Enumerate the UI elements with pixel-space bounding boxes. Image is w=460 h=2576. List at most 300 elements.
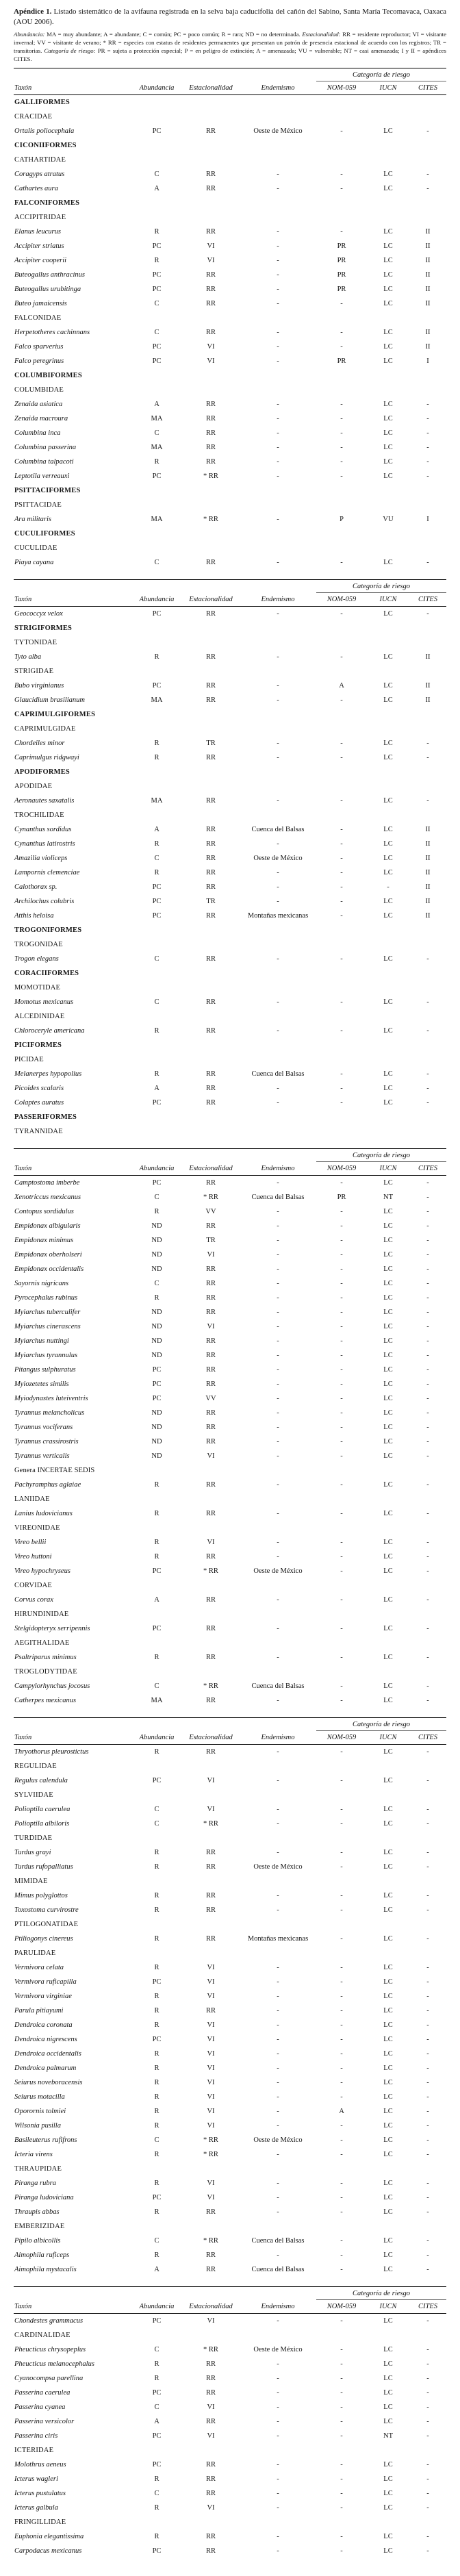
cites-cell	[409, 966, 446, 981]
endemism-cell: -	[277, 1776, 279, 1784]
cites-cell: -	[426, 753, 429, 761]
species-row	[14, 1960, 446, 1975]
abundance-cell: R	[154, 1207, 159, 1215]
iucn-cell	[367, 196, 409, 210]
taxon-cell: Empidonax minimus	[14, 1236, 74, 1244]
taxon-cell: Xenotriccus mexicanus	[14, 1193, 81, 1201]
seasonality-cell: RR	[205, 1070, 216, 1078]
nom059-cell: -	[340, 2150, 343, 2158]
cites-cell	[409, 1110, 446, 1124]
cites-cell	[409, 1009, 446, 1024]
taxon-cell: Cathartes aura	[14, 184, 58, 192]
iucn-cell: LC	[383, 911, 393, 920]
endemism-cell	[240, 527, 316, 541]
nom059-cell: -	[340, 1682, 343, 1690]
endemism-cell: -	[277, 342, 279, 351]
endemism-cell	[240, 664, 316, 679]
species-row	[14, 1802, 446, 1817]
endemism-cell: -	[277, 1538, 279, 1546]
taxon-cell: PARULIDAE	[14, 1949, 56, 1957]
nom059-cell	[316, 2219, 367, 2234]
taxon-cell: TROGLODYTIDAE	[14, 1667, 77, 1676]
endemism-cell	[240, 621, 316, 635]
nom059-cell: -	[340, 1365, 343, 1374]
column-header-taxon-cell: Taxón	[14, 2302, 32, 2310]
cites-cell: -	[426, 1380, 429, 1388]
taxon-cell: Accipiter striatus	[14, 242, 64, 250]
taxon-cell: TYTONIDAE	[14, 638, 58, 646]
family-row	[14, 311, 446, 325]
endemism-cell	[240, 368, 316, 383]
seasonality-cell: VI	[207, 2064, 215, 2072]
column-header-seasonality-cell: Estacionalidad	[189, 84, 233, 92]
endemism-cell: -	[277, 1653, 279, 1661]
iucn-cell: LC	[383, 1437, 393, 1445]
cites-cell	[409, 1874, 446, 1889]
species-row	[14, 952, 446, 966]
taxon-cell: Vermivora celata	[14, 1963, 64, 1971]
iucn-cell: LC	[383, 285, 393, 293]
abundance-cell: PC	[152, 472, 162, 480]
iucn-cell	[367, 1874, 409, 1889]
cites-cell: -	[426, 2532, 429, 2540]
seasonality-cell	[182, 808, 240, 822]
nom059-cell: -	[340, 1070, 343, 1078]
abundance-cell	[131, 1665, 182, 1679]
taxon-cell: Dendroica occidentalis	[14, 2049, 81, 2058]
abundance-cell	[131, 196, 182, 210]
endemism-cell: Cuenca del Balsas	[251, 1193, 305, 1201]
cites-cell	[409, 1052, 446, 1067]
seasonality-cell: VI	[207, 2107, 215, 2115]
nom059-cell	[316, 383, 367, 397]
cites-cell: -	[426, 1322, 429, 1330]
column-header-cites-cell: CITES	[418, 1733, 437, 1741]
nom059-cell: -	[340, 1380, 343, 1388]
iucn-cell: LC	[383, 1308, 393, 1316]
species-row	[14, 2018, 446, 2032]
taxon-cell: Colaptes auratus	[14, 1098, 64, 1107]
cites-cell: II	[425, 328, 431, 336]
cites-cell: I	[426, 515, 429, 523]
iucn-cell	[367, 664, 409, 679]
cites-cell: -	[426, 1480, 429, 1489]
iucn-cell	[367, 2162, 409, 2176]
cites-cell: -	[426, 1098, 429, 1107]
family-row	[14, 635, 446, 650]
seasonality-cell: RR	[205, 1653, 216, 1661]
abundance-cell: C	[154, 558, 159, 566]
appendix-table	[14, 68, 446, 2558]
risk-group-spacer	[14, 1719, 316, 1730]
iucn-cell: LC	[383, 2403, 393, 2411]
cites-cell: II	[425, 342, 431, 351]
taxon-cell: Pachyramphus aglaiae	[14, 1480, 81, 1489]
iucn-cell: LC	[383, 270, 393, 279]
abundance-cell: R	[154, 256, 159, 264]
cites-cell	[409, 1917, 446, 1932]
species-row	[14, 880, 446, 894]
cites-cell: -	[426, 1178, 429, 1187]
nom059-cell: -	[340, 2236, 343, 2245]
iucn-cell	[367, 635, 409, 650]
seasonality-cell	[182, 1038, 240, 1052]
nom059-cell	[316, 635, 367, 650]
nom059-cell: -	[340, 1567, 343, 1575]
risk-group-row	[14, 1719, 446, 1731]
nom059-cell: -	[340, 472, 343, 480]
abundance-cell: A	[154, 2417, 159, 2425]
risk-group-row	[14, 581, 446, 593]
abundance-cell: PC	[152, 1178, 162, 1187]
taxon-cell: Parula pitiayumi	[14, 2006, 64, 2015]
taxon-cell: Columbina inca	[14, 429, 61, 437]
species-row	[14, 2472, 446, 2486]
abundance-cell	[131, 2515, 182, 2529]
family-row	[14, 110, 446, 124]
endemism-cell: -	[277, 1963, 279, 1971]
appendix-caption-text: Listado sistemático de la avifauna registrada en la selva baja caducifolia del cañón del Sabino, Santa María Tecomavaca, Oaxaca (AOU 2006).	[14, 8, 446, 26]
nom059-cell: A	[339, 2107, 344, 2115]
endemism-cell: -	[277, 1337, 279, 1345]
iucn-cell: LC	[383, 696, 393, 704]
cites-cell: -	[426, 1934, 429, 1943]
cites-cell	[409, 779, 446, 794]
iucn-cell	[367, 2515, 409, 2529]
abundance-cell: PC	[152, 681, 162, 690]
seasonality-cell	[182, 383, 240, 397]
cites-cell	[409, 1124, 446, 1139]
species-row	[14, 1860, 446, 1874]
seasonality-cell: VI	[207, 2093, 215, 2101]
nom059-cell	[316, 2443, 367, 2458]
nom059-cell: -	[340, 2021, 343, 2029]
cites-cell: -	[426, 1567, 429, 1575]
species-row	[14, 2104, 446, 2119]
abundance-cell	[131, 1038, 182, 1052]
iucn-cell: LC	[383, 443, 393, 451]
endemism-cell	[240, 2162, 316, 2176]
cites-cell: II	[425, 653, 431, 661]
iucn-cell: LC	[383, 998, 393, 1006]
endemism-cell: -	[277, 1819, 279, 1828]
iucn-cell: LC	[383, 256, 393, 264]
cites-cell: -	[426, 2136, 429, 2144]
iucn-cell: LC	[383, 1992, 393, 2000]
endemism-cell	[240, 1759, 316, 1773]
abundance-cell: ND	[151, 1437, 162, 1445]
taxon-cell: Calothorax sp.	[14, 883, 58, 891]
cites-cell: -	[426, 2193, 429, 2201]
column-header-nom059-cell: NOM-059	[327, 2302, 357, 2310]
family-row	[14, 1578, 446, 1593]
seasonality-cell: VI	[207, 256, 215, 264]
abundance-cell	[131, 1946, 182, 1960]
seasonality-cell	[182, 368, 240, 383]
iucn-cell: LC	[383, 170, 393, 178]
seasonality-cell: RR	[205, 443, 216, 451]
species-row	[14, 1248, 446, 1262]
seasonality-cell: TR	[206, 897, 216, 905]
seasonality-cell	[182, 707, 240, 722]
taxon-cell: CATHARTIDAE	[14, 155, 66, 164]
abundance-cell: R	[154, 839, 159, 848]
nom059-cell: -	[340, 2475, 343, 2483]
abundance-cell: R	[154, 2251, 159, 2259]
cites-cell	[409, 707, 446, 722]
cites-cell	[409, 923, 446, 937]
endemism-cell: -	[277, 1084, 279, 1092]
species-row	[14, 822, 446, 837]
iucn-cell: LC	[383, 2345, 393, 2353]
nom059-cell	[316, 311, 367, 325]
iucn-cell: LC	[383, 1337, 393, 1345]
seasonality-cell	[182, 664, 240, 679]
cites-cell: -	[426, 2374, 429, 2382]
seasonality-cell	[182, 311, 240, 325]
iucn-cell: LC	[383, 1747, 393, 1756]
cites-cell	[409, 1521, 446, 1535]
nom059-cell	[316, 1463, 367, 1478]
endemism-cell	[240, 1110, 316, 1124]
species-row	[14, 2133, 446, 2147]
column-header-endemism-cell: Endemismo	[261, 84, 295, 92]
abundance-cell: A	[154, 1084, 159, 1092]
iucn-cell: NT	[383, 1193, 393, 1201]
endemism-cell: -	[277, 1365, 279, 1374]
endemism-cell	[240, 966, 316, 981]
endemism-cell: Montañas mexicanas	[247, 911, 309, 920]
column-header-abundance-cell: Abundancia	[139, 2302, 175, 2310]
iucn-cell: LC	[383, 1293, 393, 1302]
endemism-cell: -	[277, 2208, 279, 2216]
species-row	[14, 1262, 446, 1276]
abundance-cell	[131, 153, 182, 167]
iucn-cell	[367, 779, 409, 794]
iucn-cell: VU	[383, 515, 394, 523]
seasonality-cell: * RR	[203, 1819, 218, 1828]
column-header-endemism-cell: Endemismo	[261, 595, 295, 603]
nom059-cell: PR	[337, 357, 346, 365]
nom059-cell: -	[340, 1509, 343, 1517]
endemism-cell: -	[277, 2532, 279, 2540]
risk-group-header: Categoría de riesgo	[316, 1150, 446, 1162]
iucn-cell: LC	[383, 897, 393, 905]
endemism-cell	[240, 2443, 316, 2458]
abundance-cell: C	[154, 2136, 159, 2144]
family-row	[14, 1788, 446, 1802]
order-row	[14, 527, 446, 541]
endemism-cell	[240, 210, 316, 225]
taxon-cell: Buteogallus anthracinus	[14, 270, 85, 279]
seasonality-cell: VI	[207, 1963, 215, 1971]
species-row	[14, 2119, 446, 2133]
iucn-cell: LC	[383, 1776, 393, 1784]
taxon-cell: Empidonax occidentalis	[14, 1265, 84, 1273]
cites-cell: II	[425, 256, 431, 264]
iucn-cell: LC	[383, 342, 393, 351]
seasonality-cell: VI	[207, 357, 215, 365]
endemism-cell: -	[277, 227, 279, 236]
iucn-cell: LC	[383, 1862, 393, 1871]
abundance-cell	[131, 498, 182, 512]
taxon-cell: Myiarchus tyrannulus	[14, 1351, 78, 1359]
risk-group-header: Categoría de riesgo	[316, 1719, 446, 1731]
seasonality-cell: RR	[205, 839, 216, 848]
taxon-cell: COLUMBIDAE	[14, 386, 64, 394]
nom059-cell: -	[340, 558, 343, 566]
species-row	[14, 2386, 446, 2400]
abundance-cell	[131, 541, 182, 555]
nom059-cell: -	[340, 2078, 343, 2086]
endemism-cell: -	[277, 1906, 279, 1914]
endemism-cell	[240, 196, 316, 210]
taxon-cell: CICONIIFORMES	[14, 141, 77, 149]
taxon-cell: ALCEDINIDAE	[14, 1012, 65, 1020]
nom059-cell: -	[340, 2374, 343, 2382]
taxon-cell: Ara militaris	[14, 515, 51, 523]
nom059-cell: -	[340, 1696, 343, 1704]
nom059-cell: P	[340, 515, 344, 523]
abundance-cell: PC	[152, 883, 162, 891]
nom059-cell: -	[340, 911, 343, 920]
seasonality-cell: VV	[205, 1394, 216, 1402]
cites-cell	[409, 664, 446, 679]
seasonality-cell: RR	[205, 2208, 216, 2216]
seasonality-cell	[182, 1521, 240, 1535]
nom059-cell: -	[340, 1480, 343, 1489]
iucn-cell: LC	[383, 1906, 393, 1914]
seasonality-cell: * RR	[203, 2136, 218, 2144]
seasonality-cell: RR	[205, 285, 216, 293]
column-header-seasonality-cell: Estacionalidad	[189, 2302, 233, 2310]
nom059-cell: PR	[337, 256, 346, 264]
taxon-cell: Elanus leucurus	[14, 227, 61, 236]
taxon-cell: VIREONIDAE	[14, 1524, 60, 1532]
endemism-cell	[240, 1607, 316, 1621]
iucn-cell	[367, 1831, 409, 1845]
taxon-cell: Contopus sordidulus	[14, 1207, 74, 1215]
risk-group-row	[14, 69, 446, 81]
taxon-cell: Piaya cayana	[14, 558, 54, 566]
species-row	[14, 412, 446, 426]
seasonality-cell: TR	[206, 1236, 216, 1244]
endemism-cell	[240, 1788, 316, 1802]
abundance-cell: R	[154, 2121, 159, 2130]
cites-cell: -	[426, 2021, 429, 2029]
cites-cell	[409, 1946, 446, 1960]
abundance-cell: R	[154, 1509, 159, 1517]
endemism-cell: -	[277, 1026, 279, 1035]
abundance-cell: R	[154, 2049, 159, 2058]
taxon-cell: Empidonax albigularis	[14, 1222, 81, 1230]
nom059-cell: -	[340, 2432, 343, 2440]
cites-cell: -	[426, 1207, 429, 1215]
endemism-cell	[240, 1831, 316, 1845]
nom059-cell: PR	[337, 285, 346, 293]
family-row	[14, 153, 446, 167]
abundance-cell	[131, 1110, 182, 1124]
species-row	[14, 1845, 446, 1860]
endemism-cell: Cuenca del Balsas	[251, 2265, 305, 2273]
endemism-cell	[240, 153, 316, 167]
iucn-cell: LC	[383, 2236, 393, 2245]
cites-cell: II	[425, 696, 431, 704]
iucn-cell: LC	[383, 2547, 393, 2555]
endemism-cell: -	[277, 414, 279, 422]
iucn-cell: LC	[383, 1351, 393, 1359]
cites-cell: -	[426, 2179, 429, 2187]
seasonality-cell: RR	[205, 2547, 216, 2555]
cites-cell: II	[425, 839, 431, 848]
seasonality-cell: VI	[207, 242, 215, 250]
cites-cell: -	[426, 1084, 429, 1092]
iucn-cell	[367, 707, 409, 722]
taxon-cell: PICIDAE	[14, 1055, 44, 1063]
species-row	[14, 239, 446, 253]
nom059-cell: -	[340, 1207, 343, 1215]
iucn-cell	[367, 483, 409, 498]
abundance-cell	[131, 635, 182, 650]
seasonality-cell: VI	[207, 2193, 215, 2201]
seasonality-cell: RR	[205, 1279, 216, 1287]
cites-cell: -	[426, 2208, 429, 2216]
iucn-cell: LC	[383, 299, 393, 307]
endemism-cell	[240, 1463, 316, 1478]
species-row	[14, 2343, 446, 2357]
cites-cell: -	[426, 998, 429, 1006]
seasonality-cell: RR	[205, 429, 216, 437]
iucn-cell	[367, 1463, 409, 1478]
nom059-cell: -	[340, 897, 343, 905]
taxon-cell: Vermivora ruficapilla	[14, 1978, 77, 1986]
endemism-cell: -	[277, 1098, 279, 1107]
endemism-cell	[240, 2219, 316, 2234]
endemism-cell: Cuenca del Balsas	[251, 1682, 305, 1690]
cites-cell: -	[426, 558, 429, 566]
seasonality-cell: RR	[205, 400, 216, 408]
nom059-cell: -	[340, 1351, 343, 1359]
nom059-cell: PR	[337, 1193, 346, 1201]
nom059-cell: -	[340, 2547, 343, 2555]
cites-cell: -	[426, 472, 429, 480]
taxon-cell: Lampornis clemenciae	[14, 868, 80, 876]
family-row	[14, 2328, 446, 2343]
nom059-cell	[316, 1521, 367, 1535]
taxon-cell: Herpetotheres cachinnans	[14, 328, 90, 336]
taxon-cell: Buteogallus urubitinga	[14, 285, 81, 293]
seasonality-cell: VV	[205, 1207, 216, 1215]
species-row	[14, 2205, 446, 2219]
iucn-cell: LC	[383, 357, 393, 365]
risk-group-spacer	[14, 69, 316, 81]
nom059-cell: -	[340, 2388, 343, 2397]
iucn-cell	[367, 923, 409, 937]
taxon-cell: AEGITHALIDAE	[14, 1639, 70, 1647]
nom059-cell	[316, 981, 367, 995]
column-header-taxon-cell: Taxón	[14, 84, 32, 92]
iucn-cell: LC	[383, 2006, 393, 2015]
family-row	[14, 779, 446, 794]
cites-cell: -	[426, 2064, 429, 2072]
seasonality-cell	[182, 1492, 240, 1506]
seasonality-cell	[182, 1917, 240, 1932]
endemism-cell: -	[277, 2121, 279, 2130]
iucn-cell: LC	[383, 1848, 393, 1856]
species-row	[14, 1096, 446, 1110]
legend-abundance-label: Abundancia:	[14, 31, 45, 38]
iucn-cell: LC	[383, 1891, 393, 1899]
